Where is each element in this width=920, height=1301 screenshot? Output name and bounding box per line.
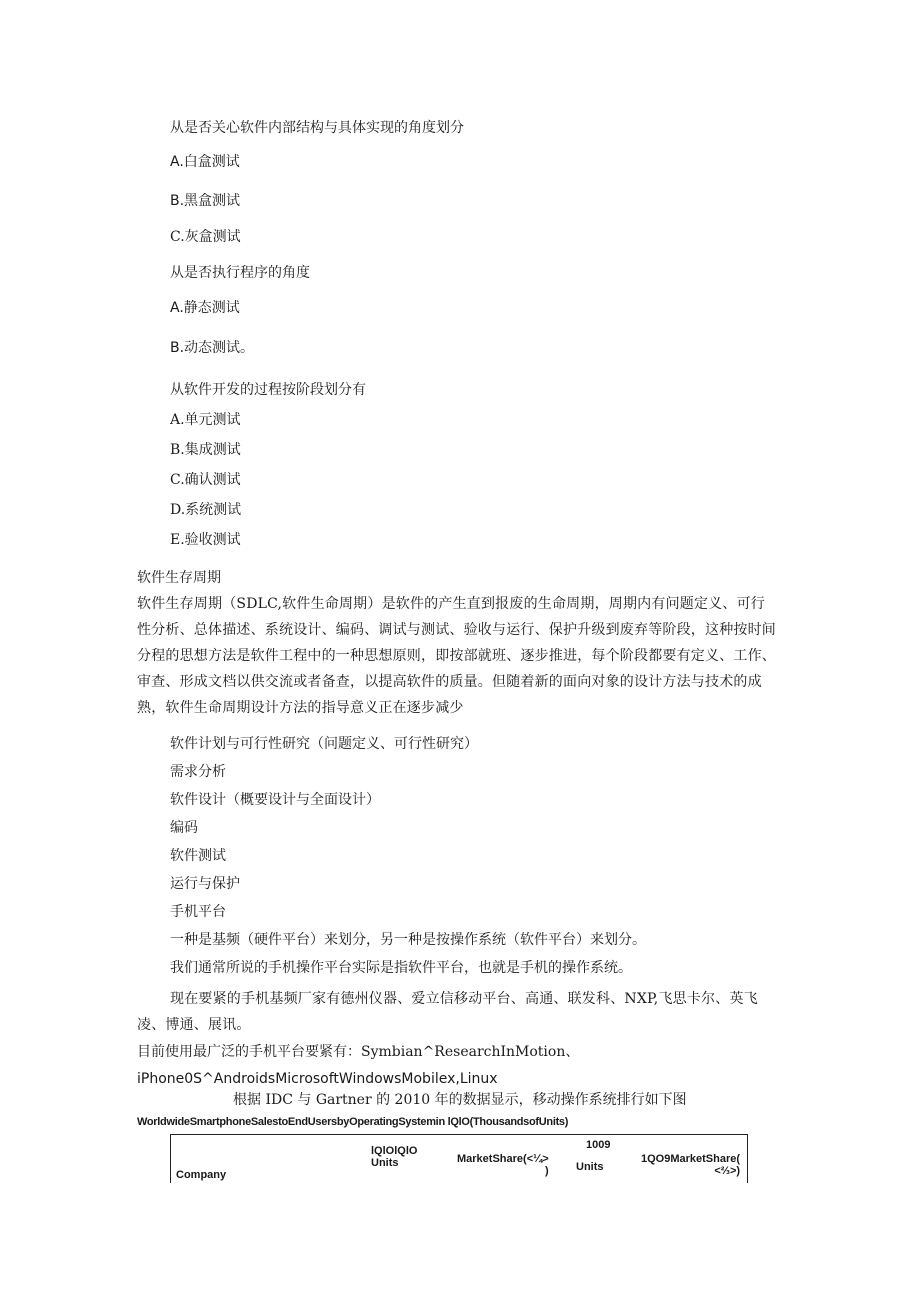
sales-table [170,1134,748,1183]
classification-heading-3: 从软件开发的过程按阶段划分有 [170,382,366,398]
header-units-2010: lQlOlQlO Units [371,1145,418,1169]
item-dynamic: B.动态测试。 [170,340,255,356]
table-title: WorldwideSmartphoneSalestoEndUsersbyOperatingSystemin lQlO(ThousandsofUnits) [137,1116,569,1128]
classification-heading-2: 从是否执行程序的角度 [170,265,310,281]
platform-line-5: iPhone0S^AndroidsMicrosoftWindowsMobilex,Linux [137,1071,498,1087]
sdlc-phase: 运行与保护 [170,876,240,892]
sdlc-phase: 软件计划与可行性研究（问题定义、可行性研究） [170,736,478,752]
item-white-box: A.白盒测试 [170,154,240,170]
sdlc-phase: 软件设计（概要设计与全面设计） [170,792,380,808]
sdlc-phase: 软件测试 [170,848,226,864]
header-company: Company [176,1169,227,1181]
stage-item: C.确认测试 [170,472,241,488]
sdlc-phase: 需求分析 [170,764,226,780]
header-share-2010: MarketShare(<¼> ) [457,1153,549,1177]
header-year-2009: 1009 [586,1139,611,1151]
stage-item: D.系统测试 [170,502,242,518]
platform-title: 手机平台 [170,904,226,920]
header-share-2009: 1QO9MarketShare( <⅔>) [641,1153,741,1177]
platform-line-4: 目前使用最广泛的手机平台要紧有：Symbian^ResearchInMotion、 [137,1044,580,1060]
stage-item: A.单元测试 [170,412,241,428]
platform-line-2: 我们通常所说的手机操作平台实际是指软件平台，也就是手机的操作系统。 [170,960,632,976]
sdlc-title: 软件生存周期 [137,570,221,586]
platform-line-6: 根据 IDC 与 Gartner 的 2010 年的数据显示，移动操作系统排行如下图 [233,1092,687,1108]
sdlc-phase: 编码 [170,820,198,836]
platform-paragraph-3: 现在要紧的手机基频厂家有德州仪器、爱立信移动平台、高通、联发科、NXP,飞思卡尔、英飞凌、博通、展讯。 [137,991,758,1033]
stage-item: B.集成测试 [170,442,241,458]
header-units-2009: Units [576,1161,604,1173]
item-black-box: B.黑盒测试 [170,193,241,209]
platform-line-1: 一种是基频（硬件平台）来划分，另一种是按操作系统（软件平台）来划分。 [170,932,646,948]
item-static: A.静态测试 [170,300,240,316]
sdlc-paragraph: 软件生存周期（SDLC,软件生命周期）是软件的产生直到报废的生命周期，周期内有问题定义、可行性分析、总体描述、系统设计、编码、调试与测试、验收与运行、保护升级到废弃等阶段，这种按时间分程的思想方法是软件工程中的一种思想原则，即按部就班、逐步推进，每个阶段都要有定义、工作、审查、形成文档以供交流或者备查，以提高软件的质量。但随着新的面向对象的设计方法与技术的成熟，软件生命周期设计方法的指导意义正在逐步减少 [137,596,776,716]
stage-item: E.验收测试 [170,532,241,548]
item-gray-box: C.灰盒测试 [170,229,241,245]
classification-heading-1: 从是否关心软件内部结构与具体实现的角度划分 [170,120,464,136]
